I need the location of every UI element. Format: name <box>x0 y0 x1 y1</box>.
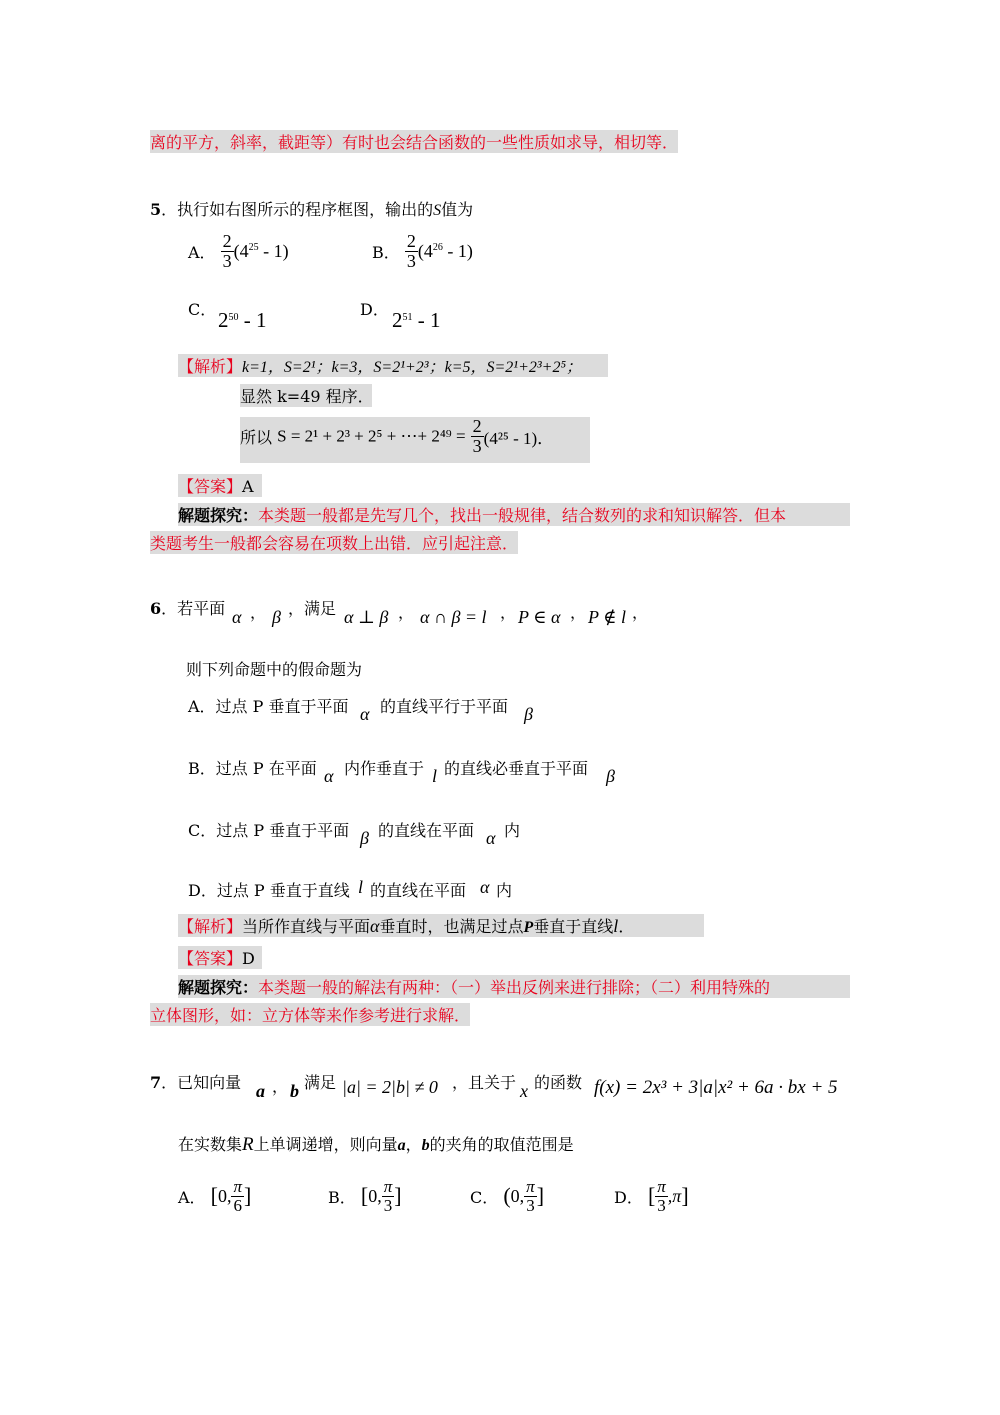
q5-option-c-value: $2^{50} - 1$ <box>218 308 267 332</box>
q7-option-d[interactable]: D． [ $\frac{\pi}{3}$ ,π] <box>614 1177 689 1215</box>
q6-option-a[interactable]: A．过点 P 垂直于平面 <box>188 697 349 716</box>
q5-analysis-fraction: $\frac{2}{3}$ <box>472 416 482 456</box>
q5-answer: 【答案】A <box>178 474 262 497</box>
q5-option-d[interactable]: D． <box>360 300 389 319</box>
q6-option-b[interactable]: B．过点 P 在平面 <box>188 759 317 778</box>
q5-analysis-line3: 所以 S = 2¹ + 2³ + 2⁵ + ⋯+ 2⁴⁹ = $\frac{2}{3}$ (4²⁵ - 1)． <box>240 417 590 463</box>
q5-analysis-line2: 显然 k=49 程序． <box>240 384 372 407</box>
q5-analysis-line1: 【解析】k=1，S=2¹；k=3，S=2¹+2³；k=5，S=2¹+2³+2⁵； <box>178 354 608 377</box>
q5-option-a[interactable]: A． $\frac{2}{3}$ $(4^{25} - 1)$ <box>188 231 289 271</box>
q7-option-c[interactable]: C． (0, $\frac{\pi}{3}$ ] <box>470 1177 545 1215</box>
q7-stem: 7．已知向量 <box>150 1073 242 1092</box>
q5-number: 5 <box>150 200 162 219</box>
q7-line2: 在实数集R上单调递增，则向量a，b的夹角的取值范围是 <box>178 1134 574 1155</box>
q6-analysis: 【解析】当所作直线与平面α垂直时，也满足过点P垂直于直线l． <box>178 914 704 937</box>
q5-explore-line2: 类题考生一般都会容易在项数上出错．应引起注意． <box>150 531 518 554</box>
q6-explore-line1: 解题探究：本类题一般的解法有两种：（一）举出反例来进行排除；（二）利用特殊的 <box>178 975 850 998</box>
q6-answer: 【答案】D <box>178 946 262 969</box>
q6-pin: P ∈ α <box>518 607 561 627</box>
intro-line: 离的平方，斜率，截距等）有时也会结合函数的一些性质如求导，相切等． <box>150 130 678 153</box>
q5-option-c[interactable]: C． <box>188 300 217 319</box>
q7-option-a[interactable]: A． [0, $\frac{\pi}{6}$ ] <box>178 1177 252 1215</box>
q7-condition: |a| = 2|b| ≠ 0 <box>342 1077 438 1097</box>
q7-function: f(x) = 2x³ + 3|a|x² + 6a · bx + 5 <box>594 1077 838 1098</box>
q5-stem: 5．执行如右图所示的程序框图，输出的S值为 <box>150 200 474 219</box>
q6-beta: β <box>272 607 281 627</box>
q6-cap: α ∩ β = l <box>420 607 487 627</box>
q6-pnotin: P ∉ l <box>588 607 626 627</box>
q5-option-b[interactable]: B． $\frac{2}{3}$ $(4^{26} - 1)$ <box>372 231 473 271</box>
q7-option-b[interactable]: B． [0, $\frac{\pi}{3}$ ] <box>328 1177 402 1215</box>
q5-analysis-tag: 【解析】 <box>178 357 243 376</box>
q5-option-b-fraction: $\frac{2}{3}$ <box>406 231 416 271</box>
q6-line2: 则下列命题中的假命题为 <box>186 660 363 679</box>
q6-alpha: α <box>232 607 242 627</box>
q6-stem: 6．若平面 <box>150 599 226 618</box>
q5-option-d-value: $2^{51} - 1$ <box>392 308 441 332</box>
q6-option-c[interactable]: C．过点 P 垂直于平面 <box>188 821 350 840</box>
q6-explore-line2: 立体图形，如：立方体等来作参考进行求解． <box>150 1003 470 1026</box>
q5-option-a-fraction: $\frac{2}{3}$ <box>222 231 232 271</box>
q6-option-d[interactable]: D．过点 P 垂直于直线 <box>188 881 350 900</box>
q6-perp: α ⊥ β <box>344 607 389 627</box>
q5-explore-line1: 解题探究：本类题一般都是先写几个，找出一般规律，结合数列的求和知识解答．但本 <box>178 503 850 526</box>
